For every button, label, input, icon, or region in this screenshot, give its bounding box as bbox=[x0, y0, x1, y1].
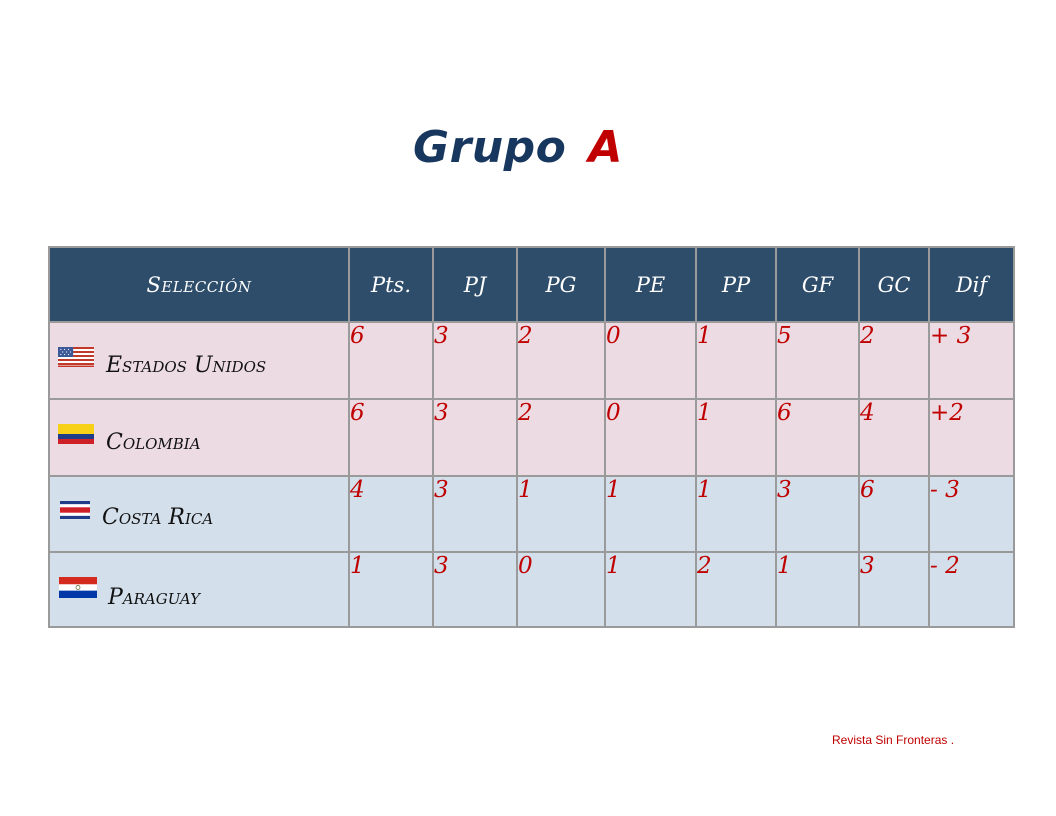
header-pts: Pts. bbox=[349, 247, 433, 322]
header-gc: GC bbox=[859, 247, 929, 322]
header-pp: PP bbox=[696, 247, 776, 322]
cell-pe: 0 bbox=[605, 399, 696, 476]
cell-gc: 6 bbox=[859, 476, 929, 552]
cell-gc: 4 bbox=[859, 399, 929, 476]
cell-pg: 1 bbox=[517, 476, 605, 552]
header-seleccion: Selección bbox=[49, 247, 349, 322]
header-gf: GF bbox=[776, 247, 859, 322]
cell-pg: 0 bbox=[517, 552, 605, 627]
colombia-flag-icon bbox=[58, 424, 94, 444]
table-row bbox=[49, 552, 1014, 627]
cell-gc: 3 bbox=[859, 552, 929, 627]
table-row bbox=[49, 322, 1014, 399]
team-cell bbox=[49, 399, 349, 476]
usa-flag-icon bbox=[58, 347, 94, 367]
page-title bbox=[0, 122, 1036, 173]
cell-gc: 2 bbox=[859, 322, 929, 399]
title-word: Grupo bbox=[413, 122, 567, 173]
cell-pts: 6 bbox=[349, 399, 433, 476]
standings-table bbox=[48, 246, 1015, 628]
cell-pj: 3 bbox=[433, 399, 517, 476]
footer-credit: Revista Sin Fronteras . bbox=[832, 733, 955, 747]
cell-pp: 1 bbox=[696, 322, 776, 399]
table-row bbox=[49, 476, 1014, 552]
cell-pts: 4 bbox=[349, 476, 433, 552]
cell-pj: 3 bbox=[433, 322, 517, 399]
team-cell bbox=[49, 552, 349, 627]
header-pj: PJ bbox=[433, 247, 517, 322]
cell-gf: 1 bbox=[776, 552, 859, 627]
cell-pp: 2 bbox=[696, 552, 776, 627]
cell-dif: - 2 bbox=[929, 552, 1014, 627]
team-cell bbox=[49, 476, 349, 552]
cell-pj: 3 bbox=[433, 552, 517, 627]
cell-pp: 1 bbox=[696, 476, 776, 552]
cell-pg: 2 bbox=[517, 399, 605, 476]
header-pe: PE bbox=[605, 247, 696, 322]
header-dif: Dif bbox=[929, 247, 1014, 322]
cell-pts: 1 bbox=[349, 552, 433, 627]
cell-pe: 0 bbox=[605, 322, 696, 399]
cell-dif: +2 bbox=[929, 399, 1014, 476]
table-row bbox=[49, 399, 1014, 476]
team-name: Colombia bbox=[106, 430, 201, 455]
cell-pts: 6 bbox=[349, 322, 433, 399]
cell-dif: + 3 bbox=[929, 322, 1014, 399]
group-letter: A bbox=[588, 122, 623, 173]
cell-gf: 6 bbox=[776, 399, 859, 476]
team-cell bbox=[49, 322, 349, 399]
cell-dif: - 3 bbox=[929, 476, 1014, 552]
team-name: Paraguay bbox=[108, 585, 201, 610]
costa-rica-flag-icon bbox=[60, 501, 90, 519]
team-name: Estados Unidos bbox=[106, 353, 267, 378]
header-row bbox=[49, 247, 1014, 322]
cell-pg: 2 bbox=[517, 322, 605, 399]
cell-pe: 1 bbox=[605, 552, 696, 627]
cell-gf: 5 bbox=[776, 322, 859, 399]
cell-pp: 1 bbox=[696, 399, 776, 476]
paraguay-flag-icon bbox=[59, 577, 97, 598]
cell-pj: 3 bbox=[433, 476, 517, 552]
cell-gf: 3 bbox=[776, 476, 859, 552]
team-name: Costa Rica bbox=[102, 505, 214, 530]
cell-pe: 1 bbox=[605, 476, 696, 552]
header-pg: PG bbox=[517, 247, 605, 322]
